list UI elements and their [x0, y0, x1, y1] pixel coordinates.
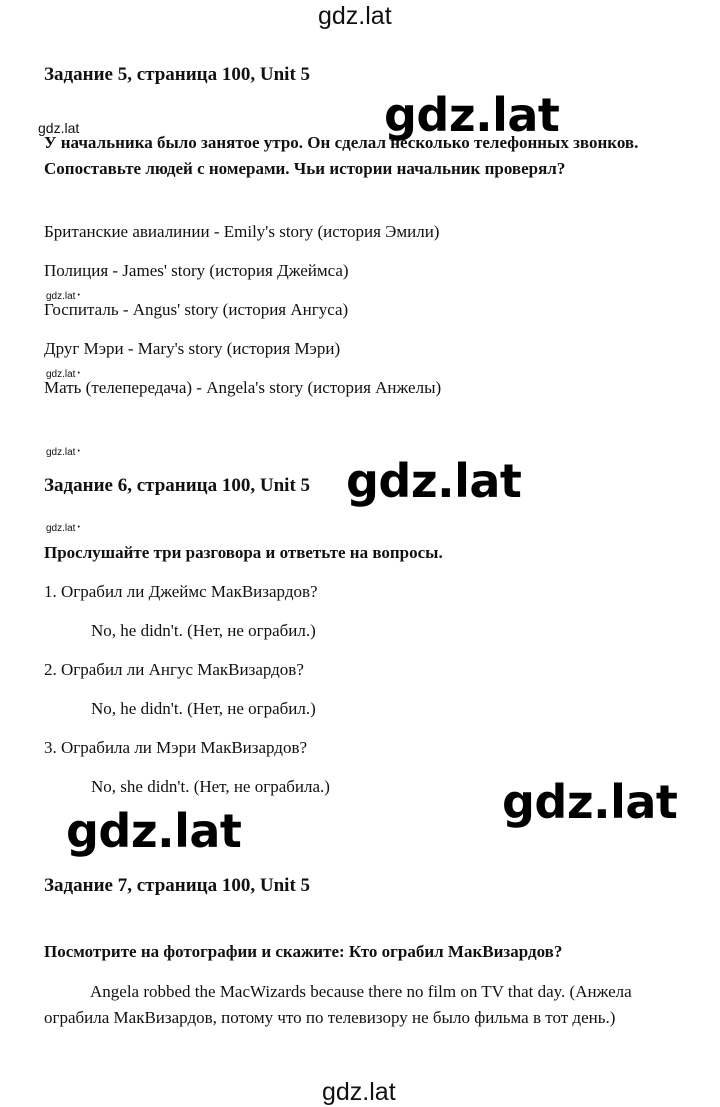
watermark-tiny: gdz.lat: [38, 120, 80, 136]
task6-a2: No, he didn't. (Нет, не ограбил.): [91, 699, 316, 718]
watermark-small-4: gdz.lat •: [46, 523, 80, 534]
watermark-bottom: gdz.lat: [322, 1078, 396, 1106]
task5-item: Госпиталь - Angus' story (история Ангуса): [44, 300, 349, 319]
watermark-small-3: gdz.lat •: [46, 447, 80, 458]
watermark-top: gdz.lat: [318, 2, 392, 30]
task6-q3: 3. Ограбила ли Мэри МакВизардов?: [44, 738, 308, 757]
task5-item: Британские авиалинии - Emily's story (история Эмили): [44, 222, 440, 241]
watermark-small-1: gdz.lat •: [46, 291, 80, 302]
task6-question: Прослушайте три разговора и ответьте на вопросы.: [44, 543, 443, 562]
task5-question: У начальника было занятое утро. Он сделал несколько телефонных звонков. Сопоставьте людей с номерами. Чьи истории начальник проверял?: [44, 133, 639, 178]
watermark-small-2: gdz.lat •: [46, 369, 80, 380]
task6-heading: Задание 6, страница 100, Unit 5: [44, 475, 311, 496]
task7-question: Посмотрите на фотографии и скажите: Кто ограбил МакВизардов?: [44, 942, 563, 961]
task7-answer-text: Angela robbed the MacWizards because there no film on TV that day. (Анжела ограбила МакВизардов, потому что по телевизору не было фильма в тот день.): [44, 982, 632, 1027]
task6-q2: 2. Ограбил ли Ангус МакВизардов?: [44, 660, 304, 679]
task6-q1: 1. Ограбил ли Джеймс МакВизардов?: [44, 582, 318, 601]
task6-a3: No, she didn't. (Нет, не ограбила.): [91, 777, 330, 796]
watermark-big-1: gdz.lat: [384, 88, 560, 142]
task5-item: Друг Мэри - Mary's story (история Мэри): [44, 339, 341, 358]
task7-heading: Задание 7, страница 100, Unit 5: [44, 875, 311, 896]
task6-a1: No, he didn't. (Нет, не ограбил.): [91, 621, 316, 640]
watermark-big-4: gdz.lat: [66, 804, 242, 858]
watermark-big-3: gdz.lat: [502, 775, 678, 829]
task5-heading: Задание 5, страница 100, Unit 5: [44, 64, 311, 85]
task7-answer: [44, 979, 684, 1031]
task5-item: Полиция - James' story (история Джеймса): [44, 261, 349, 280]
task5-item: Мать (телепередача) - Angela's story (история Анжелы): [44, 378, 442, 397]
watermark-big-2: gdz.lat: [346, 454, 522, 508]
